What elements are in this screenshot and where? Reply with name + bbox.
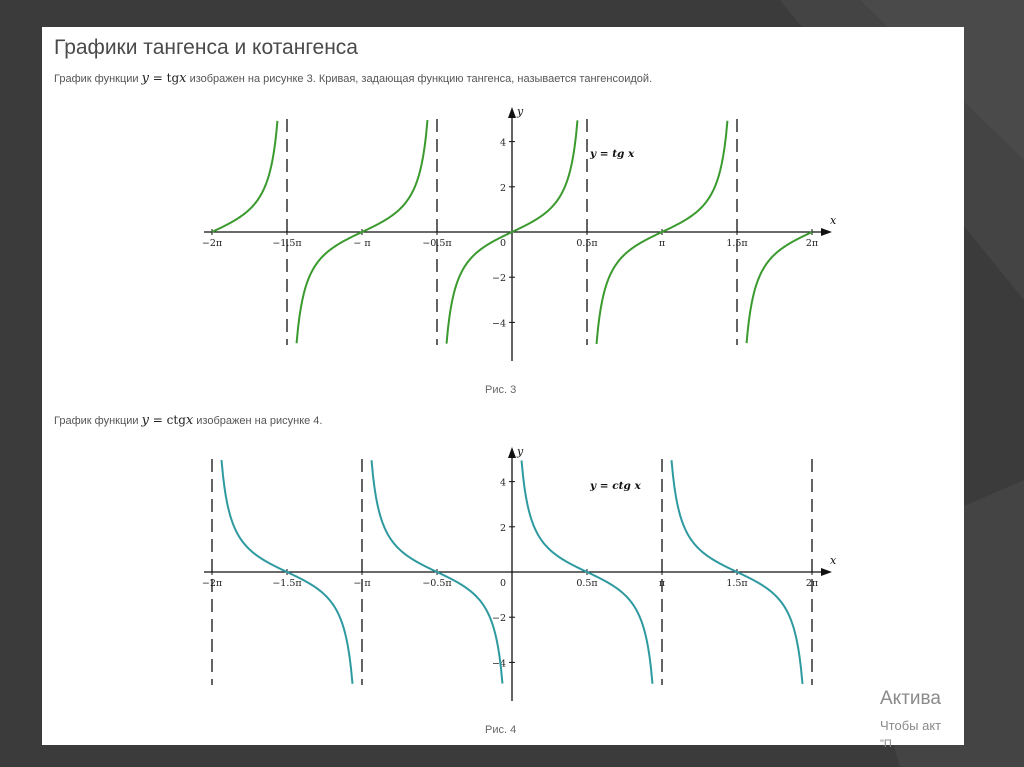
slide-content bbox=[42, 27, 964, 745]
cot-function-label: y = ctg x bbox=[590, 480, 641, 492]
intro-tangent-prefix: График функции bbox=[54, 73, 139, 85]
intro-cotangent-y: y bbox=[141, 413, 149, 428]
tan-x-axis-arrow bbox=[821, 228, 832, 236]
activation-watermark-line1: Актива bbox=[880, 688, 941, 709]
intro-text-cotangent bbox=[54, 413, 322, 428]
cot-y-tick-label-0: −4 bbox=[491, 658, 506, 670]
intro-cotangent-equals: = bbox=[148, 413, 167, 427]
cot-x-tick-label-5: 0.5π bbox=[576, 578, 598, 589]
tan-function-label: y = tg x bbox=[590, 148, 635, 160]
cot-y-axis-arrow bbox=[508, 447, 516, 458]
intro-cotangent-suffix: изображен на рисунке 4. bbox=[193, 415, 323, 427]
intro-cotangent-prefix: График функции bbox=[54, 415, 139, 427]
figure-caption-4: Рис. 4 bbox=[485, 724, 517, 736]
tan-x-tick-label-6: π bbox=[658, 238, 666, 249]
cot-y-tick-label-1: −2 bbox=[491, 613, 506, 625]
tan-x-tick-label-0: −2π bbox=[201, 238, 223, 249]
tan-x-tick-label-2: − π bbox=[353, 238, 371, 249]
intro-tangent-suffix: изображен на рисунке 3. Кривая, задающая функцию тангенса, называется тангенсоидой. bbox=[186, 73, 653, 85]
intro-cotangent-fn: ctg bbox=[166, 413, 186, 427]
tan-y-tick-label-0: −4 bbox=[491, 318, 506, 330]
cot-y-tick-label-3: 4 bbox=[499, 477, 506, 489]
cot-x-tick-label-8: 2π bbox=[805, 578, 819, 589]
tan-y-tick-label-1: −2 bbox=[491, 273, 506, 285]
tan-curve-branch-4 bbox=[747, 232, 812, 343]
tangent-chart bbox=[42, 105, 964, 381]
tan-y-tick-label-3: 4 bbox=[499, 137, 506, 149]
tan-x-tick-label-8: 2π bbox=[805, 238, 819, 249]
activation-watermark-line3: "П bbox=[880, 738, 892, 750]
tan-y-tick-label-2: 2 bbox=[499, 182, 506, 194]
cot-x-axis-arrow bbox=[821, 568, 832, 576]
tan-x-tick-label-3: −0.5π bbox=[422, 238, 452, 249]
tan-x-tick-label-1: −1.5π bbox=[272, 238, 302, 249]
intro-tangent-equals: = bbox=[148, 71, 167, 85]
intro-tangent-x: x bbox=[179, 71, 187, 86]
cot-x-tick-label-3: −0.5π bbox=[422, 578, 452, 589]
cot-y-tick-label-2: 2 bbox=[499, 522, 506, 534]
cot-x-axis-label: x bbox=[830, 554, 837, 567]
intro-cotangent-x: x bbox=[185, 413, 194, 428]
tan-x-tick-label-7: 1.5π bbox=[726, 238, 748, 249]
cot-x-tick-label-2: − π bbox=[353, 578, 371, 589]
tan-x-tick-label-5: 0.5π bbox=[576, 238, 598, 249]
cot-x-tick-label-0: −2π bbox=[201, 578, 223, 589]
cot-x-tick-label-4: 0 bbox=[499, 578, 506, 589]
tan-y-axis-label: y bbox=[517, 105, 524, 118]
figure-caption-3: Рис. 3 bbox=[485, 384, 517, 396]
cot-x-tick-label-1: −1.5π bbox=[272, 578, 302, 589]
tan-x-tick-label-4: 0 bbox=[499, 238, 506, 249]
tan-curve-branch-0 bbox=[212, 121, 277, 232]
cot-y-axis-label: y bbox=[517, 445, 524, 458]
cot-x-tick-label-6: π bbox=[658, 578, 666, 589]
intro-tangent-y: y bbox=[141, 71, 149, 86]
intro-text-tangent bbox=[54, 71, 652, 86]
cot-x-tick-label-7: 1.5π bbox=[726, 578, 748, 589]
activation-watermark-line2: Чтобы акт bbox=[880, 718, 942, 733]
cotangent-chart bbox=[42, 445, 964, 721]
slide-title: Графики тангенса и котангенса bbox=[54, 36, 358, 59]
tan-y-axis-arrow bbox=[508, 107, 516, 118]
intro-tangent-fn: tg bbox=[166, 71, 180, 85]
tan-x-axis-label: x bbox=[830, 214, 837, 227]
